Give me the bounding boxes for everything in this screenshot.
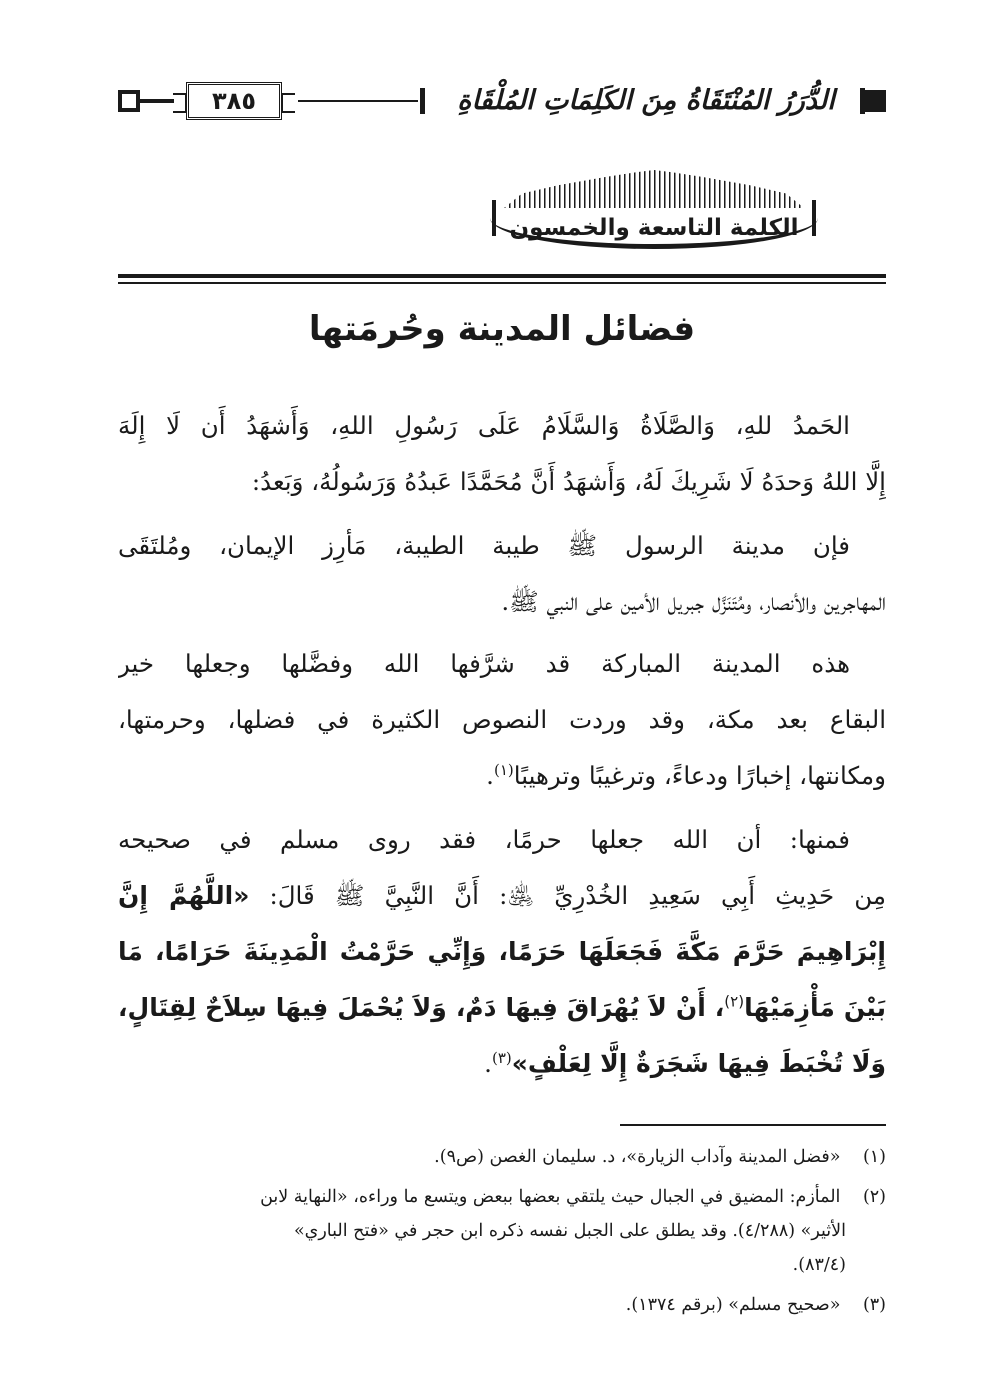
banner-hatch-ornament (504, 170, 804, 208)
footnote-separator (620, 1124, 886, 1126)
header-open-square-ornament (118, 90, 140, 112)
footnote-number: (٢) (862, 1187, 886, 1207)
text-line: الحَمدُ للهِ، وَالصَّلَاةُ وَالسَّلَامُ عَلَى رَسُولِ اللهِ، وَأَشهَدُ أَن لَا إِلَهَ (118, 411, 850, 440)
text-line: هذه المدينة المباركة قد شرَّفها الله وفضَّلها وجعلها خير (118, 649, 850, 678)
footnote-2 (118, 1180, 886, 1214)
hadith-text: ، أَنْ لاَ يُهْرَاقَ فِيهَا دَمٌ، وَلاَ يُحْمَلَ فِيهَا سِلاَحٌ لِقِتَالٍ، (118, 993, 725, 1022)
header-rule-left (140, 99, 174, 103)
footnote-2-continued: الأثير» (٤/٢٨٨). وقد يطلق على الجبل نفسه ذكره ابن حجر في «فتح الباري» (293, 1221, 846, 1241)
chapter-label: الكلمة التاسعة والخمسون (509, 215, 799, 241)
chapter-banner (486, 170, 822, 274)
paragraph-virtues (118, 636, 886, 804)
text-segment: ومكانتها، إخبارًا ودعاءً، وترغيبًا وترهيبًا (513, 761, 886, 790)
footnote-text: «صحيح مسلم» (برقم ١٣٧٤). (625, 1295, 841, 1315)
text-line (118, 748, 886, 804)
hadith-text: «اللَّهُمَّ إِنَّ (118, 881, 250, 910)
text-line: فمنها: أن الله جعلها حرمًا، فقد روى مسلم في صحيحه (118, 825, 850, 854)
footnote-ref: (٢) (724, 992, 745, 1011)
text-line: إِلَّا اللهُ وَحدَهُ لَا شَرِيكَ لَهُ، وَأَشهَدُ أَنَّ مُحَمَّدًا عَبدُهُ وَرَسُولُهُ، وَبَعدُ: (251, 467, 886, 496)
text-line: المهاجرين والأنصار، ومُتَنَزَّل جبريل الأمين على النبي ﷺ. (501, 587, 886, 616)
text-line: فإن مدينة الرسول ﷺ طيبة الطيبة، مَأرِز الإيمان، ومُلتَقَى (118, 531, 850, 560)
text-line: البقاع بعد مكة، وقد وردت النصوص الكثيرة في فضلها، وحرمتها، (118, 705, 886, 734)
title-rule-thick (118, 274, 886, 278)
footnote-number: (٣) (862, 1295, 886, 1315)
chapter-title: فضائل المدينة وحُرمَتها (308, 309, 696, 349)
paragraph-madinah (118, 518, 886, 630)
paragraph-hadith (118, 812, 886, 1092)
paragraph-opening (118, 398, 886, 510)
book-title: الدُّرَرُ المُنْتَقَاةُ مِنَ الكَلِمَاتِ المُلْقَاةِ (457, 85, 835, 116)
hadith-line (118, 1036, 886, 1092)
hadith-line: إِبْرَاهِيمَ حَرَّمَ مَكَّةَ فَجَعَلَهَا حَرَمًا، وَإِنِّي حَرَّمْتُ الْمَدِينَةَ حَرَامًا، مَا (118, 937, 886, 966)
text-segment: مِن حَدِيثِ أَبِي سَعِيدِ الخُدْرِيِّ ﵁: أَنَّ النَّبِيَّ ﷺ قَالَ: (249, 881, 886, 910)
footnotes (118, 1140, 886, 1322)
hadith-text: وَلَا تُخْبَطَ فِيهَا شَجَرَةٌ إِلَّا لِعَلْفٍ» (511, 1049, 886, 1078)
text-line (118, 868, 886, 924)
running-header (118, 78, 886, 124)
hadith-text: بَيْنَ مَأْزِمَيْهَا (744, 993, 886, 1022)
footnote-text: المأزم: المضيق في الجبال حيث يلتقي بعضها ببعض ويتسع ما وراءه، «النهاية لابن (260, 1187, 841, 1207)
page-number: ٣٨٥ (186, 82, 282, 120)
text-period: . (486, 761, 494, 790)
title-rule-thin (118, 282, 886, 284)
header-bar-ornament (420, 88, 425, 114)
footnote-text: «فضل المدينة وآداب الزيارة»، د. سليمان الغصن (ص٩). (434, 1147, 841, 1167)
footnote-ref: (٣) (491, 1048, 512, 1067)
header-rule-middle (298, 100, 418, 102)
text-period: . (484, 1049, 492, 1078)
hadith-line (118, 980, 886, 1036)
footnote-2-continued: (٨٣/٤). (792, 1255, 846, 1275)
footnote-ref: (١) (493, 760, 514, 779)
footnote-1 (118, 1140, 886, 1174)
header-filled-square-ornament (864, 90, 886, 112)
footnote-number: (١) (862, 1147, 886, 1167)
footnote-3 (118, 1288, 886, 1322)
